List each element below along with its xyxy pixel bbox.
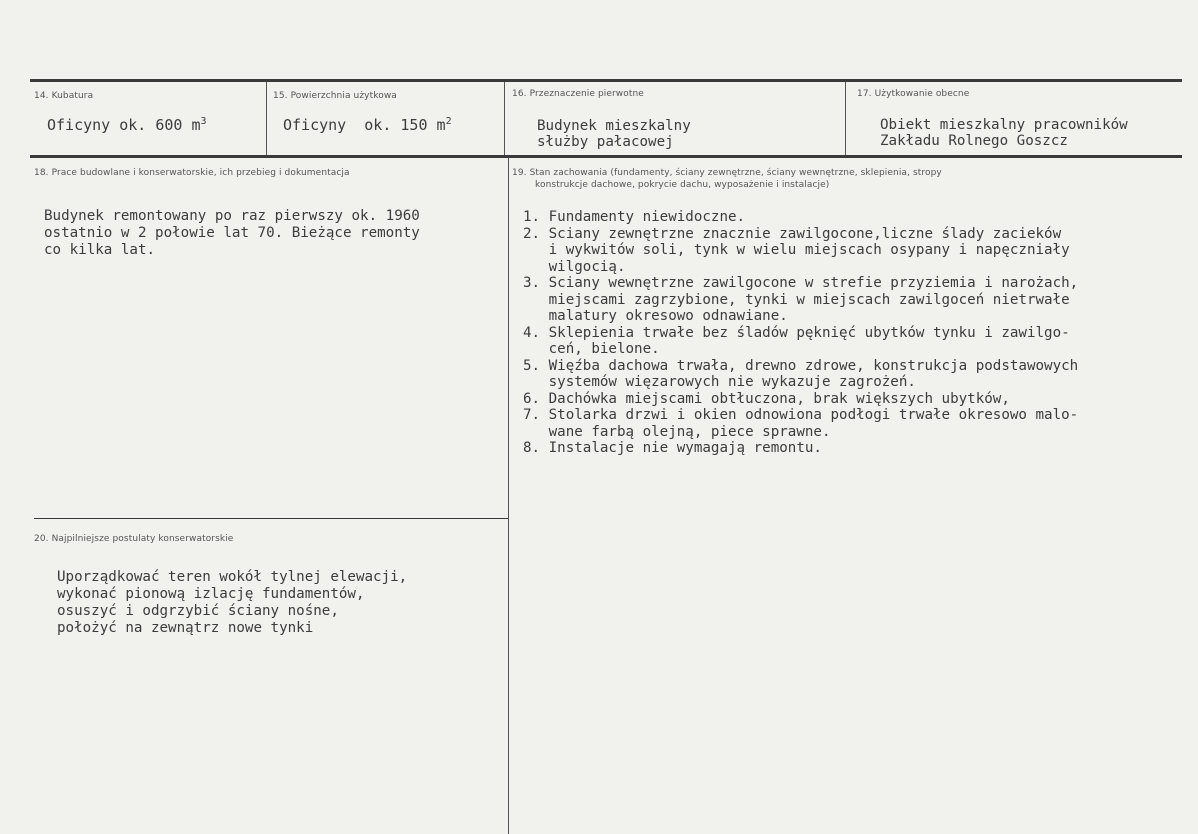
field-20-line-1: Uporządkować teren wokół tylnej elewacji,: [57, 569, 408, 585]
field-19-label-line-2: konstrukcje dachowe, pokrycie dachu, wyposażenie i instalacje): [535, 180, 830, 190]
field-18-line-2: ostatnio w 2 połowie lat 70. Bieżące remonty: [44, 225, 420, 241]
divider-14-15: [266, 82, 267, 155]
field-15-label: 15. Powierzchnia użytkowa: [273, 91, 397, 101]
condition-line: 5. Więźba dachowa trwała, drewno zdrowe, konstrukcja podstawowych: [523, 357, 1079, 374]
condition-line: i wykwitów soli, tynk w wielu miejscach osypany i napęczniały: [523, 242, 1070, 258]
condition-line: 1. Fundamenty niewidoczne.: [523, 209, 746, 225]
field-20-label: 20. Najpilniejsze postulaty konserwatorskie: [34, 534, 234, 544]
condition-line: 4. Sklepienia trwałe bez śladów pęknięć ubytków tynku i zawilgo-: [523, 324, 1070, 341]
field-19-label-line-1: 19. Stan zachowania (fundamenty, ściany zewnętrzne, ściany wewnętrzne, sklepienia, stropy: [512, 168, 942, 178]
condition-line: systemów więzarowych nie wykazuje zagrożeń.: [523, 374, 916, 390]
section20-rule: [34, 518, 508, 519]
field-16-line-1: Budynek mieszkalny: [537, 118, 691, 134]
middle-rule: [30, 155, 1182, 158]
divider-16-17: [845, 82, 846, 155]
condition-line: ceń, bielone.: [523, 341, 660, 357]
condition-line: 6. Dachówka miejscami obtłuczona, brak większych ubytków,: [523, 390, 1010, 407]
top-rule: [30, 79, 1182, 82]
condition-line: wane farbą olejną, piece sprawne.: [523, 423, 831, 440]
condition-line: 7. Stolarka drzwi i okien odnowiona podłogi trwałe okresowo malo-: [523, 407, 1079, 423]
field-14-label: 14. Kubatura: [34, 91, 94, 101]
divider-left-right: [508, 158, 509, 834]
field-17-label: 17. Użytkowanie obecne: [857, 89, 970, 99]
field-20-line-2: wykonać pionową izlację fundamentów,: [57, 586, 365, 602]
divider-15-16: [504, 82, 505, 155]
field-14-value: Oficyny ok. 600 $m^3$: [47, 116, 207, 134]
condition-line: wilgocią.: [523, 258, 626, 275]
field-18-label: 18. Prace budowlane i konserwatorskie, ich przebieg i dokumentacja: [34, 168, 350, 178]
condition-line: malatury okresowo odnawiane.: [523, 308, 788, 324]
condition-line: 2. Sciany zewnętrzne znacznie zawilgocone,liczne ślady zacieków: [523, 225, 1062, 242]
field-16-line-2: służby pałacowej: [537, 134, 674, 150]
field-17-line-2: Zakładu Rolnego Goszcz: [880, 133, 1068, 149]
condition-line: 8. Instalacje nie wymagają remontu.: [523, 440, 822, 456]
field-20-line-3: osuszyć i odgrzybić ściany nośne,: [57, 603, 339, 619]
field-16-label: 16. Przeznaczenie pierwotne: [512, 89, 644, 99]
field-18-line-1: Budynek remontowany po raz pierwszy ok. 1960: [44, 208, 420, 224]
field-18-line-3: co kilka lat.: [44, 242, 156, 258]
field-17-line-1: Obiekt mieszkalny pracowników: [880, 117, 1128, 133]
condition-list: [523, 209, 1078, 457]
field-20-line-4: położyć na zewnątrz nowe tynki: [57, 620, 314, 636]
condition-line: 3. Sciany wewnętrzne zawilgocone w strefie przyziemia i narożach,: [523, 275, 1079, 291]
field-15-value: Oficyny ok. 150 $m^2$: [283, 116, 452, 134]
condition-line: miejscami zagrzybione, tynki w miejscach zawilgoceń nietrwałe: [523, 291, 1070, 308]
